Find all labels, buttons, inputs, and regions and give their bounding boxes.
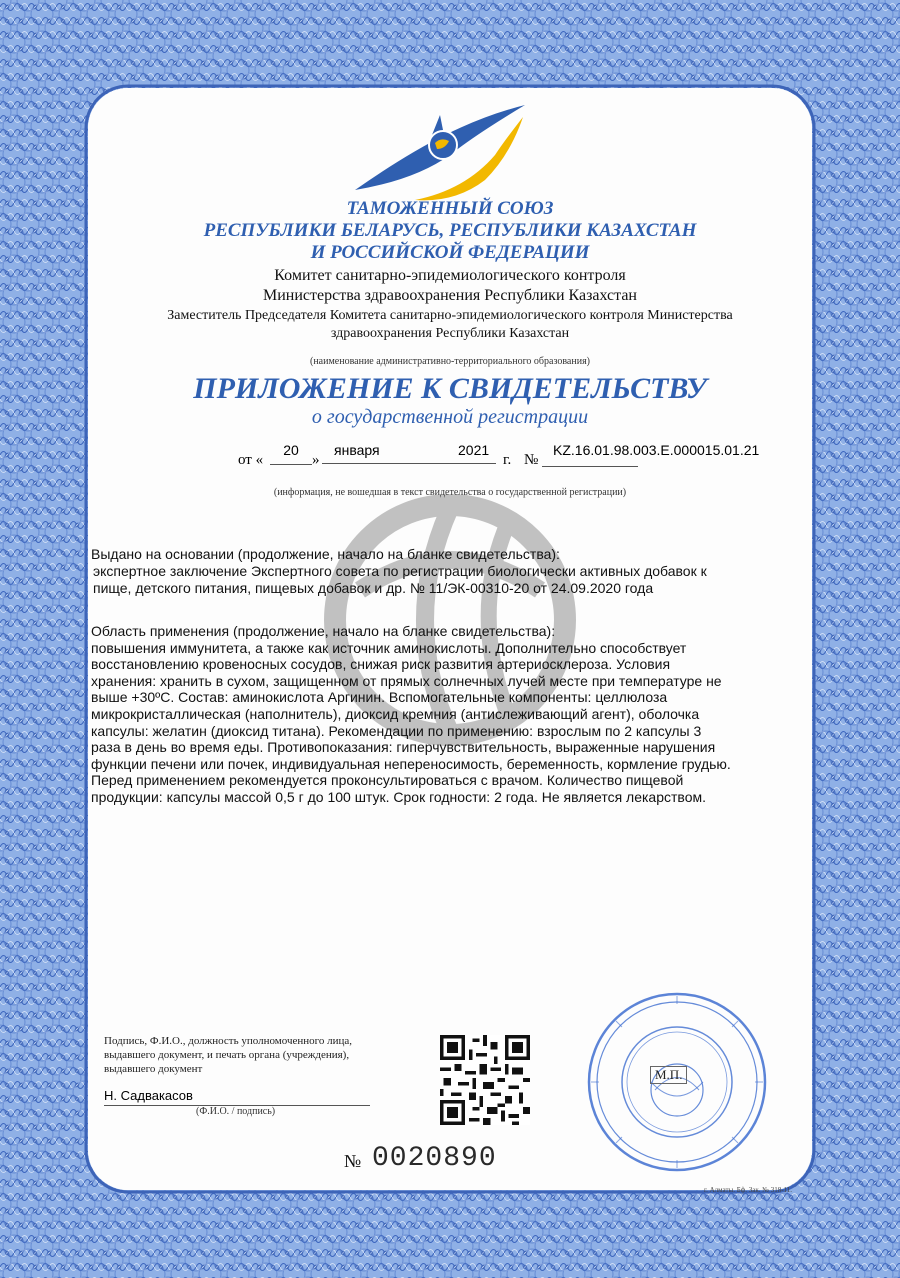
sign-caption-line: выдавшего документ, и печать органа (учреждения),	[104, 1049, 350, 1061]
admin-caption: (наименование административно-территориального образования)	[309, 356, 590, 367]
issued-heading: Выдано на основании (продолжение, начало на бланке свидетельства):	[91, 546, 560, 562]
sign-caption-line: Подпись, Ф.И.О., должность уполномоченного лица,	[104, 1035, 353, 1047]
union-title-line1: ТАМОЖЕННЫЙ СОЮЗ	[346, 198, 554, 219]
reg-number: KZ.16.01.98.003.E.000015.01.21	[553, 442, 760, 458]
doc-number-sign: №	[344, 1151, 362, 1171]
date-day: 20	[270, 442, 312, 465]
deputy-line1: Заместитель Председателя Комитета санитарно-эпидемиологического контроля Министерства	[167, 308, 733, 323]
info-caption: (информация, не вошедшая в текст свидетельства о государственной регистрации)	[273, 487, 627, 498]
deputy-line2: здравоохранения Республики Казахстан	[330, 326, 570, 341]
date-year: 2021	[458, 442, 490, 458]
eurasian-union-logo	[345, 95, 535, 205]
scope-line: капсулы: желатин (диоксид титана). Рекомендации по применению: взрослым по 2 капсулы 3	[91, 722, 702, 739]
date-month: января	[322, 442, 496, 464]
committee-line2: Министерства здравоохранения Республики Казахстан	[263, 287, 637, 304]
union-title-line2: РЕСПУБЛИКИ БЕЛАРУСЬ, РЕСПУБЛИКИ КАЗАХСТАН	[203, 220, 697, 241]
qr-code	[440, 1035, 530, 1125]
issued-line: пище, детского питания, пищевых добавок и др. № 11/ЭК-00310-20 от 24.09.2020 года	[93, 580, 654, 596]
scope-line: хранения: хранить в сухом, защищенном от прямых солнечных лучей месте при температуре не	[91, 672, 722, 689]
scope-line: микрокристаллическая (наполнитель), диоксид кремния (антислеживающий агент), оболочка	[91, 705, 700, 722]
committee-line1: Комитет санитарно-эпидемиологического контроля	[274, 267, 626, 284]
number-sign: №	[524, 452, 539, 468]
scope-line: восстановлению кровеносных сосудов, снижая риск развития артериосклероза. Условия	[91, 656, 671, 673]
document-title: ПРИЛОЖЕНИЕ К СВИДЕТЕЛЬСТВУ	[193, 372, 707, 405]
date-quote-close: »	[312, 452, 320, 468]
scope-line: Перед применением рекомендуется проконсультироваться с врачом. Количество пищевой	[91, 772, 684, 789]
doc-number: 0020890	[372, 1143, 497, 1174]
year-suffix: г.	[503, 452, 512, 468]
reg-number-underline	[542, 466, 638, 467]
signer-name: Н. Садвакасов	[104, 1088, 370, 1106]
print-note: г. Алматы. Бф. Зак. № 318-11.	[704, 1186, 793, 1194]
scope-line: продукции: капсулы массой 0,5 г до 100 штук. Срок годности: 2 года. Не является лекарством.	[91, 788, 706, 805]
scope-line: повышения иммунитета, а также как источник аминокислоты. Дополнительно способствует	[91, 639, 687, 656]
scope-line: выше +30ºС. Состав: аминокислота Аргинин. Вспомогательные компоненты: целлюлоза	[91, 689, 668, 706]
issued-line: экспертное заключение Экспертного совета по регистрации биологически активных добавок к	[93, 563, 707, 579]
sign-caption-line: выдавшего документ	[104, 1063, 203, 1075]
stamp-mark: М.П.	[650, 1066, 687, 1084]
date-prefix: от «	[238, 452, 264, 468]
scope-line: раза в день во время еды. Противопоказания: гиперчувствительность, выраженные нарушения	[91, 739, 716, 756]
document-subtitle: о государственной регистрации	[311, 406, 589, 428]
signer-caption: (Ф.И.О. / подпись)	[196, 1106, 276, 1117]
scope-heading: Область применения (продолжение, начало на бланке свидетельства):	[91, 623, 556, 639]
scope-line: функции печени или почек, индивидуальная непереносимость, беременность, кормление грудью.	[91, 755, 731, 772]
union-title-line3: И РОССИЙСКОЙ ФЕДЕРАЦИИ	[310, 242, 590, 263]
